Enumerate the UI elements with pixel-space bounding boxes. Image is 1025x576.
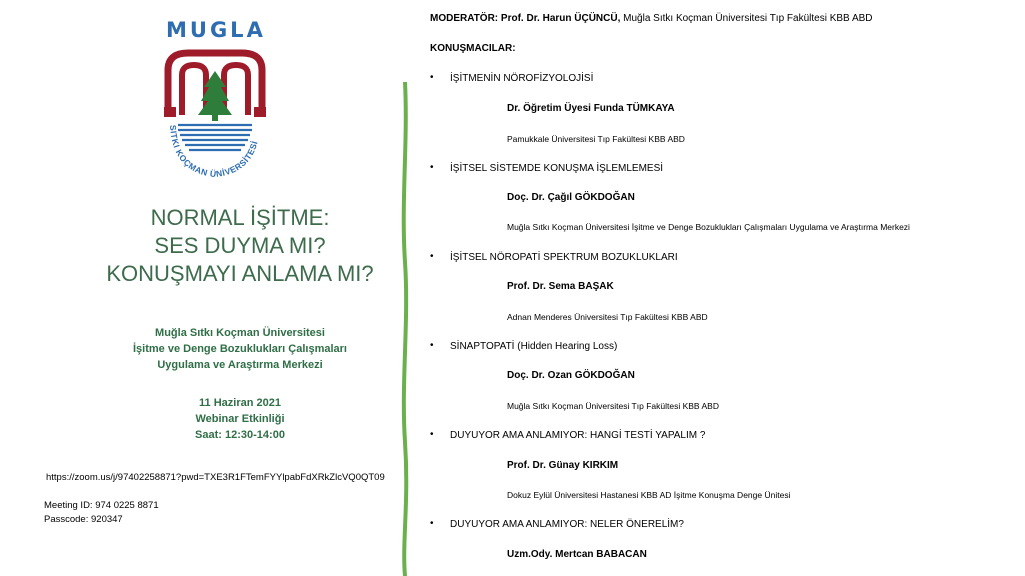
divider-line xyxy=(396,82,414,576)
talk-topic: İŞİTSEL NÖROPATİ SPEKTRUM BOZUKLUKLARI xyxy=(450,252,678,263)
moderator-line xyxy=(430,13,873,24)
talk-topic: İŞİTMENİN NÖROFİZYOLOJİSİ xyxy=(450,73,594,84)
bullet-icon: • xyxy=(430,429,434,440)
moderator-name: Prof. Dr. Harun ÜÇÜNCÜ, xyxy=(500,13,621,24)
talk-affiliation: Muğla Sıtkı Koçman Üniversitesi Tıp Fakültesi KBB ABD xyxy=(507,401,719,411)
event-type: Webinar Etkinliği xyxy=(195,413,285,425)
event-title xyxy=(40,204,440,288)
talk-affiliation: Dokuz Eylül Üniversitesi Hastanesi KBB AD İşitme Konuşma Denge Ünitesi xyxy=(507,490,791,500)
bullet-icon: • xyxy=(430,251,434,262)
meeting-id: Meeting ID: 974 0225 8871 xyxy=(44,500,159,511)
talk-affiliation: Muğla Sıtkı Koçman Üniversitesi İşitme ve Denge Bozuklukları Çalışmaları Uygulama ve Araştırma Merkezi xyxy=(507,222,910,232)
university-logo-icon xyxy=(160,45,270,185)
talk-topic: DUYUYOR AMA ANLAMIYOR: NELER ÖNERELİM? xyxy=(450,519,684,530)
talk-speaker: Doç. Dr. Ozan GÖKDOĞAN xyxy=(507,370,635,381)
event-title-line: NORMAL İŞİTME: xyxy=(150,205,330,230)
bullet-icon: • xyxy=(430,72,434,83)
logo-wordmark: MUGLA xyxy=(166,18,266,42)
talk-affiliation: Adnan Menderes Üniversitesi Tıp Fakültesi KBB ABD xyxy=(507,312,708,322)
meeting-details xyxy=(44,499,159,527)
event-info xyxy=(40,395,440,443)
moderator-affiliation: Muğla Sıtkı Koçman Üniversitesi Tıp Fakültesi KBB ABD xyxy=(623,13,873,24)
event-time: Saat: 12:30-14:00 xyxy=(195,429,285,441)
event-title-line: KONUŞMAYI ANLAMA MI? xyxy=(106,261,374,286)
talk-speaker: Uzm.Ody. Mertcan BABACAN xyxy=(507,549,647,560)
talk-topic: SİNAPTOPATİ (Hidden Hearing Loss) xyxy=(450,341,618,352)
event-title-line: SES DUYMA MI? xyxy=(154,233,326,258)
bullet-icon: • xyxy=(430,340,434,351)
talk-topic: İŞİTSEL SİSTEMDE KONUŞMA İŞLEMLEMESİ xyxy=(450,163,664,174)
talk-speaker: Dr. Öğretim Üyesi Funda TÜMKAYA xyxy=(507,103,675,114)
talk-affiliation: Pamukkale Üniversitesi Tıp Fakültesi KBB ABD xyxy=(507,134,685,144)
talk-speaker: Prof. Dr. Günay KIRKIM xyxy=(507,460,619,471)
speakers-label: KONUŞMACILAR: xyxy=(430,43,516,54)
institution-line: İşitme ve Denge Bozuklukları Çalışmaları xyxy=(133,343,347,355)
institution-block xyxy=(40,325,440,373)
passcode: Passcode: 920347 xyxy=(44,514,123,525)
zoom-link[interactable]: https://zoom.us/j/97402258871?pwd=TXE3R1FTemFYYlpabFdXRkZlcVQ0QT09 xyxy=(46,472,385,483)
event-date: 11 Haziran 2021 xyxy=(199,397,281,409)
institution-line: Muğla Sıtkı Koçman Üniversitesi xyxy=(155,327,325,339)
talk-topic: DUYUYOR AMA ANLAMIYOR: HANGİ TESTİ YAPALIM ? xyxy=(450,430,706,441)
bullet-icon: • xyxy=(430,162,434,173)
talk-speaker: Doç. Dr. Çağıl GÖKDOĞAN xyxy=(507,192,635,203)
bullet-icon: • xyxy=(430,518,434,529)
moderator-label: MODERATÖR: xyxy=(430,13,499,24)
talk-speaker: Prof. Dr. Sema BAŞAK xyxy=(507,281,614,292)
institution-line: Uygulama ve Araştırma Merkezi xyxy=(157,359,323,371)
svg-text:SITKI KOÇMAN ÜNİVERSİTESİ: SITKI KOÇMAN ÜNİVERSİTESİ xyxy=(167,124,260,180)
